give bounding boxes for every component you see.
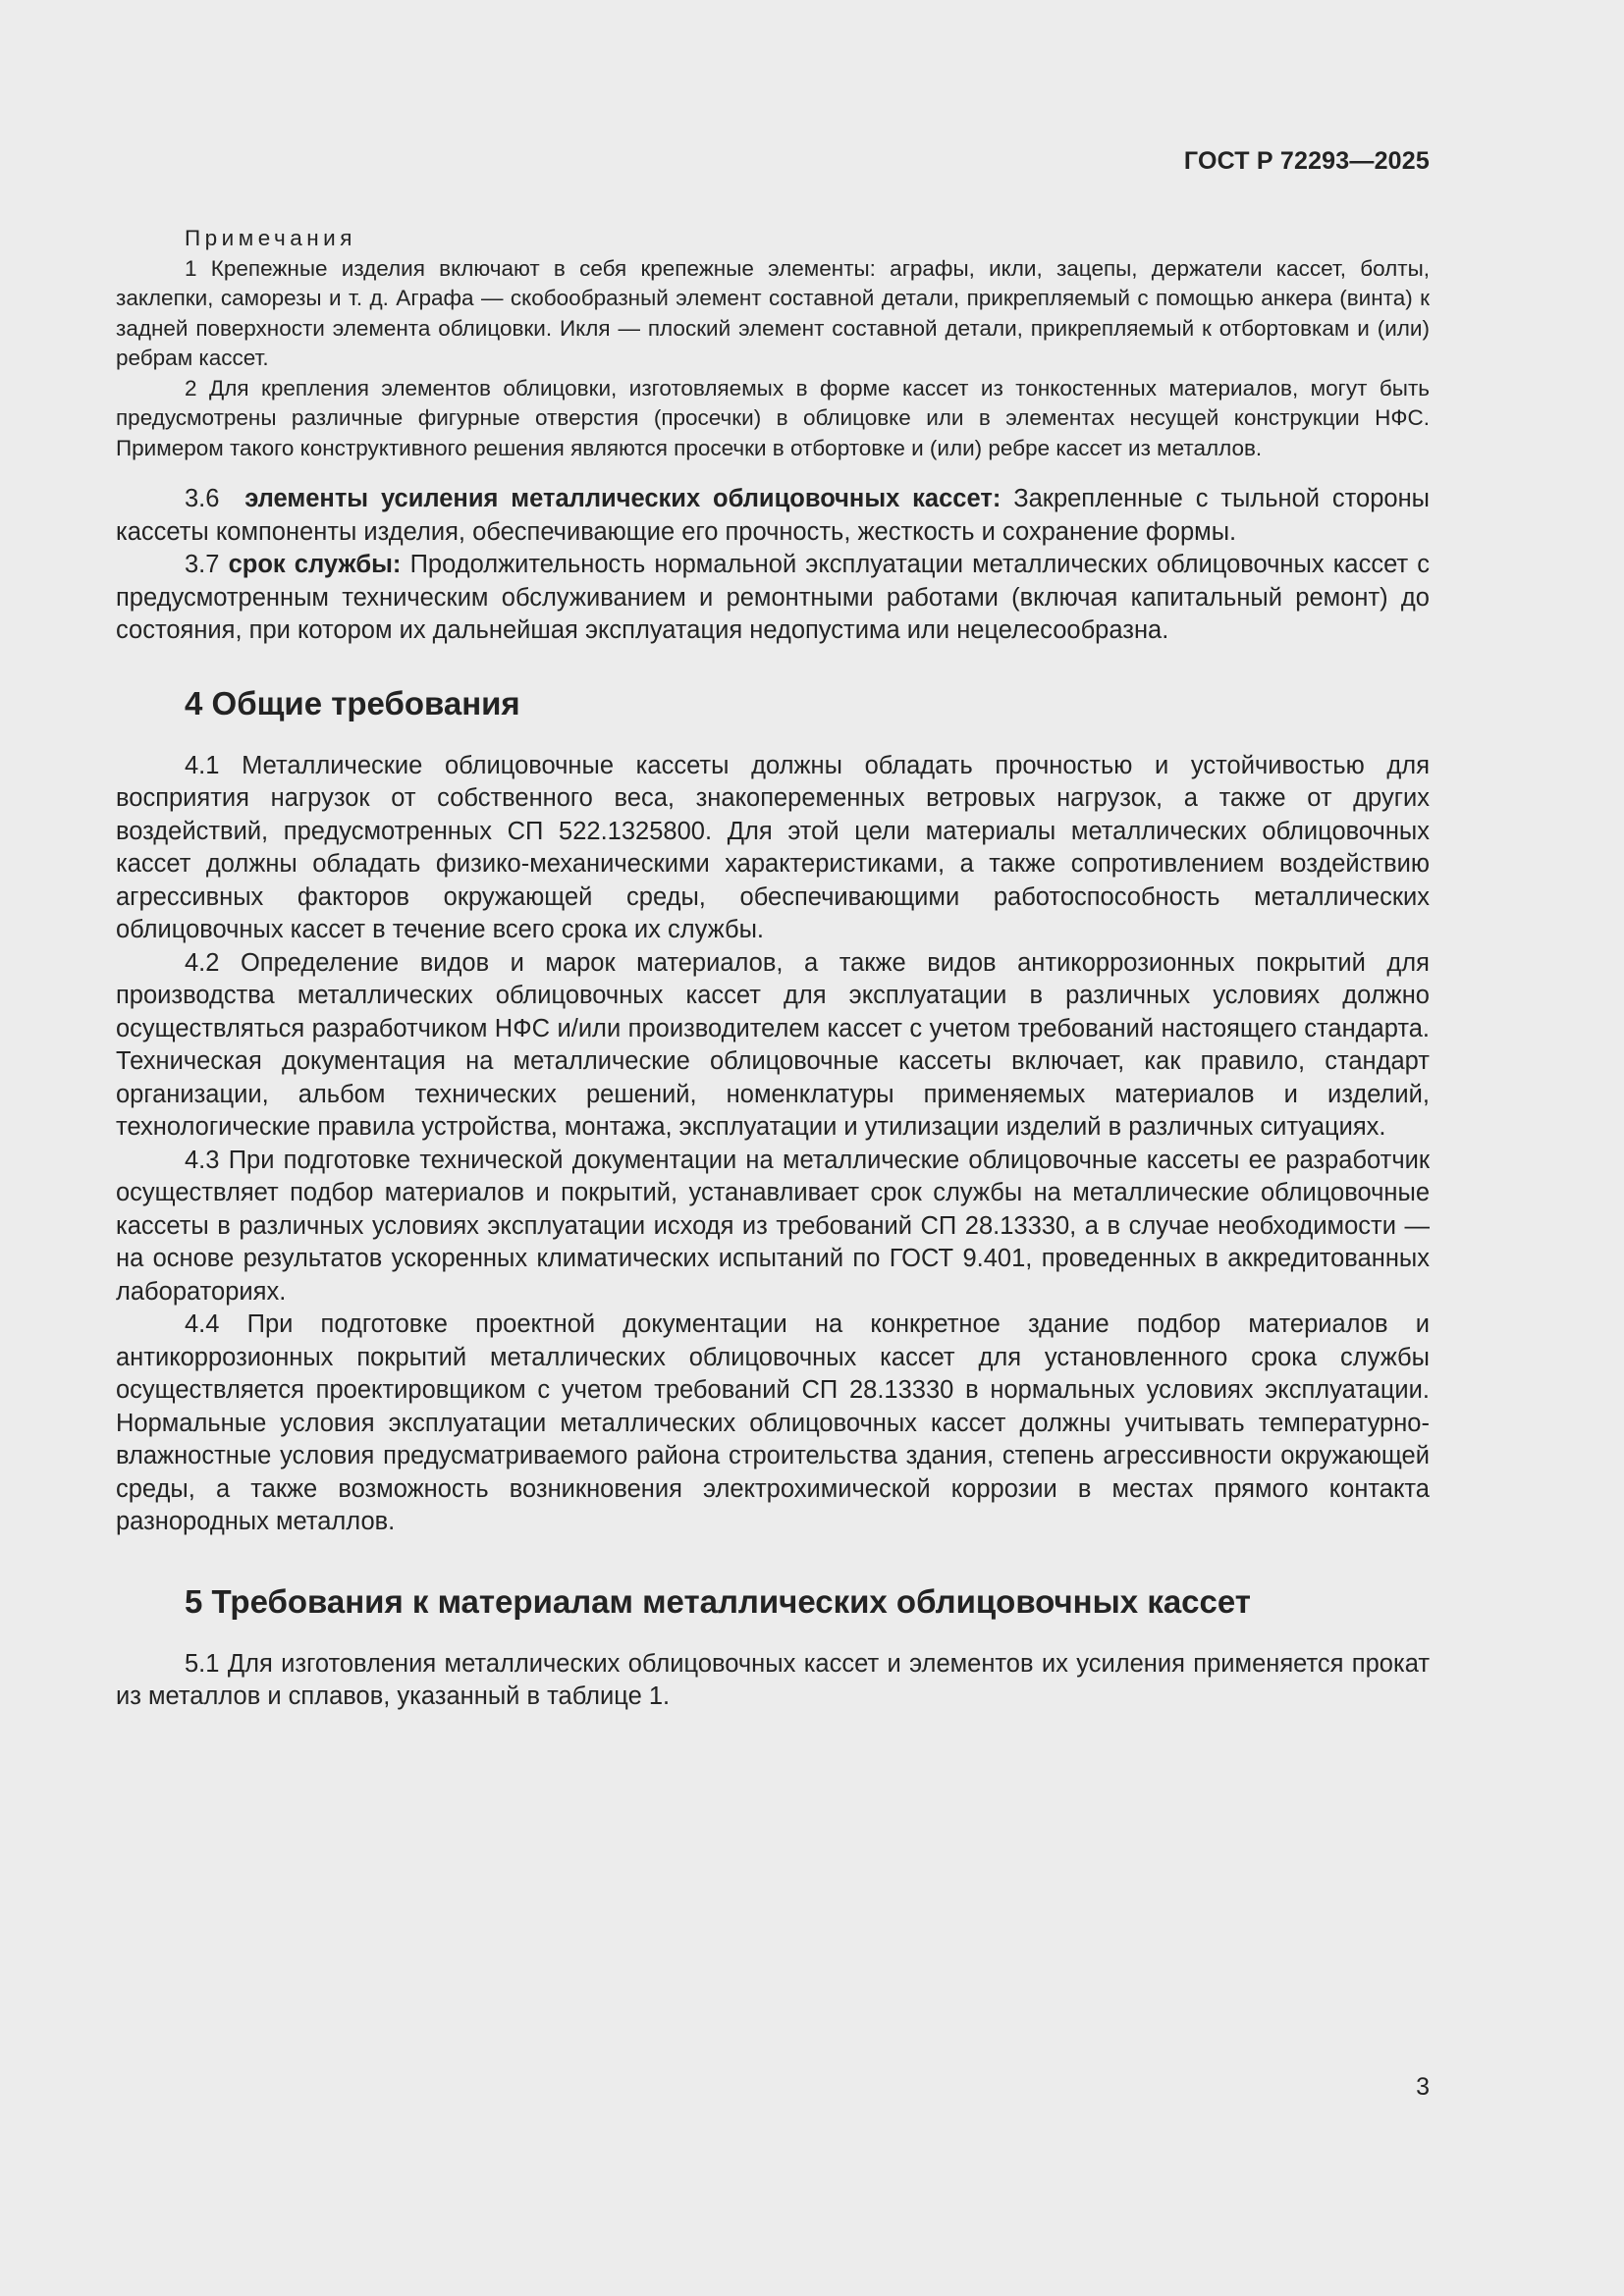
term-name: элементы усиления металлических облицовочных кассет: — [244, 485, 1001, 512]
paragraph: 4.1 Металлические облицовочные кассеты должны обладать прочностью и устойчивостью для восприятия нагрузок от собственного веса, знакопеременных ветровых нагрузок, а также от других воздействий, предусмотренных СП 522.1325800. Для этой цели материалы металлических облицовочных кассет должны обладать физико-механическими характеристиками, а также сопротивлением воздействию агрессивных факторов окружающей среды, обеспечивающими работоспособность металлических облицовочных кассет в течение всего срока их службы. — [116, 751, 1430, 943]
notes-title: Примечания — [185, 226, 356, 250]
paragraph: 4.4 При подготовке проектной документации на конкретное здание подбор материалов и антикоррозионных покрытий металлических облицовочных кассет для установленного срока службы осуществляется проектировщиком с учетом требований СП 28.13330 в нормальных условиях эксплуатации. Нормальные условия эксплуатации металлических облицовочных кассет должны учитывать температурно-влажностные условия предусматриваемого района строительства здания, степень агрессивности окружающей среды, а также возможность возникновения электрохимической коррозии в местах прямого контакта разнородных металлов. — [116, 1310, 1430, 1535]
section-5-body — [116, 1648, 1430, 1714]
document-id-header: ГОСТ Р 72293—2025 — [1183, 147, 1430, 175]
page-content — [116, 224, 1430, 1714]
term-number: 3.7 — [185, 551, 220, 578]
section-4-body — [116, 750, 1430, 1539]
notes-block — [116, 224, 1430, 463]
paragraph: 5.1 Для изготовления металлических облицовочных кассет и элементов их усиления применяется прокат из металлов и сплавов, указанный в таблице 1. — [116, 1649, 1430, 1710]
term-number: 3.6 — [185, 485, 220, 512]
note-item: 1 Крепежные изделия включают в себя крепежные элементы: аграфы, икли, зацепы, держатели кассет, болты, заклепки, саморезы и т. д. Аграфа — скобообразный элемент составной детали, прикрепляемый с помощью анкера (винта) к задней поверхности элемента облицовки. Икля — плоский элемент составной детали, прикрепляемый к отбортовкам и (или) ребрам кассет. — [116, 255, 1430, 370]
term-entry — [116, 549, 1430, 648]
term-definition: Продолжительность нормальной эксплуатации металлических облицовочных кассет с предусмотренным техническим обслуживанием и ремонтными работами (включая капитальный ремонт) до состояния, при котором их дальнейшая эксплуатация недопустима или нецелесообразна. — [116, 551, 1430, 644]
term-definition: Закрепленные с тыльной стороны кассеты компоненты изделия, обеспечивающие его прочность, жесткость и сохранение формы. — [116, 485, 1431, 546]
note-item: 2 Для крепления элементов облицовки, изготовляемых в форме кассет из тонкостенных материалов, могут быть предусмотрены различные фигурные отверстия (просечки) в облицовке или в элементах несущей конструкции НФС. Примером такого конструктивного решения являются просечки в отбортовке и (или) ребре кассет из металлов. — [116, 375, 1430, 460]
paragraph: 4.3 При подготовке технической документации на металлические облицовочные кассеты ее разработчик осуществляет подбор материалов и покрытий, устанавливает срок службы на металлические облицовочные кассеты в различных условиях эксплуатации исходя из требований СП 28.13330, а в случае необходимости — на основе результатов ускоренных климатических испытаний по ГОСТ 9.401, проведенных в аккредитованных лабораториях. — [116, 1146, 1430, 1306]
page-number: 3 — [1416, 2073, 1430, 2101]
section-5-heading: 5 Требования к материалам металлических облицовочных кассет — [185, 1582, 1251, 1620]
paragraph: 4.2 Определение видов и марок материалов, а также видов антикоррозионных покрытий для производства металлических облицовочных кассет для эксплуатации в различных условиях должно осуществляться разработчиком НФС и/или производителем кассет с учетом требований настоящего стандарта. Техническая документация на металлические облицовочные кассеты включает, как правило, стандарт организации, альбом технических решений, номенклатуры применяемых материалов и изделий, технологические правила устройства, монтажа, эксплуатации и утилизации изделий в различных ситуациях. — [116, 948, 1430, 1141]
terms-block — [116, 483, 1430, 648]
term-entry — [116, 483, 1430, 549]
section-4-heading: 4 Общие требования — [185, 684, 520, 721]
term-name: срок службы: — [228, 551, 402, 578]
